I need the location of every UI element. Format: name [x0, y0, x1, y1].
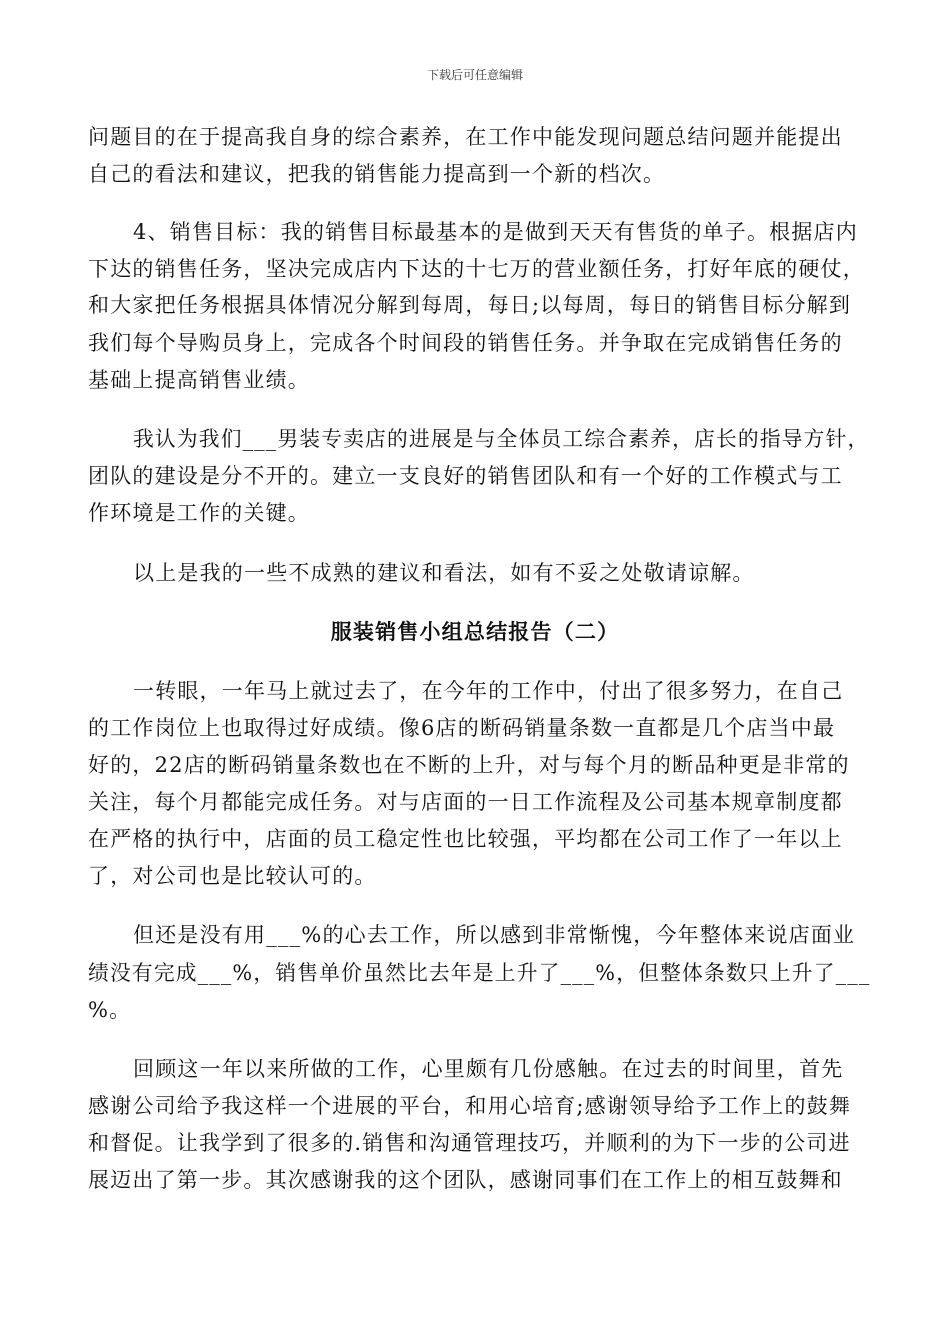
text-line: 我认为我们___男装专卖店的进展是与全体员工综合素养，店长的指导方针， — [133, 427, 870, 451]
text-line: 问题目的在于提高我自身的综合素养，在工作中能发现问题总结问题并能提出 — [88, 125, 843, 149]
text-line: 好的，22店的断码销量条数也在不断的上升，对与每个月的断品种更是非常的 — [88, 753, 850, 777]
text-line: 一转眼，一年马上就过去了，在今年的工作中，付出了很多努力，在自己 — [133, 679, 844, 703]
text-line: 我们每个导购员身上，完成各个时间段的销售任务。并争取在完成销售任务的 — [88, 331, 843, 355]
text-line: 感谢公司给予我这样一个进展的平台，和用心培育;感谢领导给予工作上的鼓舞 — [88, 1094, 852, 1118]
text-line: 回顾这一年以来所做的工作，心里颇有几份感触。在过去的时间里，首先 — [133, 1057, 844, 1081]
text-line: 了，对公司也是比较认可的。 — [88, 864, 377, 888]
text-line: 在严格的执行中，店面的员工稳定性也比较强，平均都在公司工作了一年以上 — [88, 827, 843, 851]
text-line: 基础上提高销售业绩。 — [88, 368, 310, 392]
text-line: 绩没有完成___%，销售单价虽然比去年是上升了___%，但整体条数只上升了___ — [88, 961, 871, 985]
text-line: 4、销售目标：我的销售目标最基本的是做到天天有售货的单子。根据店内 — [133, 220, 858, 244]
text-line: %。 — [88, 998, 132, 1022]
text-line: 的工作岗位上也取得过好成绩。像6店的断码销量条数一直都是几个店当中最 — [88, 716, 836, 740]
text-line: 展迈出了第一步。其次感谢我的这个团队，感谢同事们在工作上的相互鼓舞和 — [88, 1168, 843, 1192]
text-line: 关注，每个月都能完成任务。对与店面的一日工作流程及公司基本规章制度都 — [88, 790, 843, 814]
text-line: 团队的建设是分不开的。建立一支良好的销售团队和有一个好的工作模式与工 — [88, 464, 843, 488]
text-line: 和大家把任务根据具体情况分解到每周，每日;以每周，每日的销售目标分解到 — [88, 293, 852, 317]
text-line: 自己的看法和建议，把我的销售能力提高到一个新的档次。 — [88, 162, 666, 186]
text-line: 作环境是工作的关键。 — [88, 501, 310, 525]
text-line: 和督促。让我学到了很多的.销售和沟通管理技巧，并顺利的为下一步的公司进 — [88, 1131, 851, 1155]
section-title: 服装销售小组总结报告（二） — [330, 619, 620, 644]
text-line: 但还是没有用___%的心去工作，所以感到非常惭愧，今年整体来说店面业 — [133, 923, 856, 947]
text-line: 下达的销售任务，坚决完成店内下达的十七万的营业额任务，打好年底的硬仗， — [88, 257, 865, 281]
page-header: 下载后可任意编辑 — [426, 68, 523, 82]
text-line: 以上是我的一些不成熟的建议和看法，如有不妥之处敬请谅解。 — [133, 561, 755, 585]
